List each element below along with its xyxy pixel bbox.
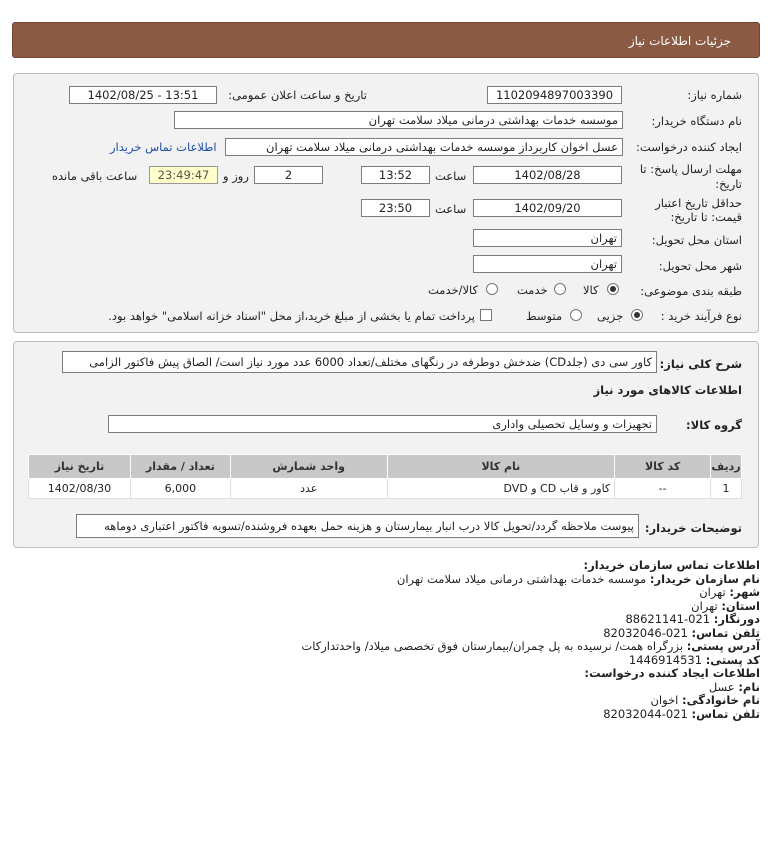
- creator-label: ایجاد کننده درخواست:: [636, 140, 742, 154]
- need-number-field[interactable]: 1102094897003390: [487, 86, 622, 104]
- cell-code: --: [615, 479, 711, 499]
- contact-province: تهران: [691, 598, 718, 613]
- contact-city-label: شهر:: [729, 585, 760, 599]
- org-name: موسسه خدمات بهداشتی درمانی میلاد سلامت تهران: [396, 571, 647, 586]
- treasury-checkbox[interactable]: [480, 309, 492, 321]
- col-code: کد کالا: [615, 455, 711, 479]
- validity-date-field[interactable]: 1402/09/20: [473, 199, 622, 217]
- category-option-service: خدمت: [517, 283, 548, 297]
- deadline-label: مهلت ارسال پاسخ: تا: [639, 162, 742, 176]
- org-name-label: نام سازمان خریدار:: [649, 571, 760, 586]
- validity-time-label: ساعت: [435, 202, 467, 216]
- postal-address: بزرگراه همت/ نرسیده به پل چمران/بیمارستان فوق تخصصی میلاد/ واحدتدارکات: [301, 639, 684, 653]
- creator-field[interactable]: عسل اخوان کاربرداز موسسه خدمات بهداشتی درمانی میلاد سلامت تهران: [225, 138, 623, 156]
- goods-table: [28, 454, 742, 499]
- announce-label: تاریخ و ساعت اعلان عمومی:: [228, 88, 367, 102]
- need-number-label: شماره نیاز:: [687, 88, 742, 102]
- city-field[interactable]: تهران: [473, 255, 622, 273]
- contact-province-label: استان:: [721, 598, 760, 613]
- cell-quantity: 6,000: [130, 479, 230, 499]
- treasury-text: پرداخت تمام یا بخشی از مبلغ خرید،از محل "اسناد خزانه اسلامی" خواهد بود.: [108, 309, 475, 323]
- buyer-field[interactable]: موسسه خدمات بهداشتی درمانی میلاد سلامت تهران: [174, 111, 623, 129]
- cell-unit: عدد: [230, 479, 387, 499]
- deadline-time-field[interactable]: 13:52: [361, 166, 430, 184]
- fax-label: دورنگار:: [713, 612, 760, 626]
- org-heading: اطلاعات تماس سازمان خریدار:: [583, 558, 760, 572]
- days-label: روز و: [223, 169, 249, 183]
- postal-code: 1446914531: [628, 652, 703, 667]
- process-option-medium: متوسط: [526, 309, 563, 323]
- days-remaining-field[interactable]: 2: [254, 166, 323, 184]
- goods-table-header: [29, 455, 742, 479]
- page-header: [12, 22, 760, 58]
- cell-row: 1: [711, 479, 742, 499]
- group-label: گروه کالا:: [686, 418, 742, 432]
- address-label: آدرس پستی:: [686, 639, 760, 653]
- process-option-minor: جزیی: [597, 309, 624, 323]
- buyer-contact-link[interactable]: اطلاعات تماس خریدار: [110, 140, 217, 154]
- process-radio-minor[interactable]: [631, 309, 643, 321]
- last-name: اخوان: [650, 693, 679, 707]
- col-name: نام کالا: [387, 455, 615, 479]
- validity-date-label: قیمت: تا تاریخ:: [670, 210, 742, 224]
- creator-heading: اطلاعات ایجاد کننده درخواست:: [584, 666, 760, 680]
- process-label: نوع فرآیند خرید :: [660, 309, 742, 323]
- announce-field[interactable]: 1402/08/25 - 13:51: [69, 86, 217, 104]
- city-label: شهر محل تحویل:: [658, 259, 742, 273]
- buyer-label: نام دستگاه خریدار:: [651, 114, 742, 128]
- cell-name: کاور و قاب CD و DVD: [387, 479, 615, 499]
- validity-label: حداقل تاریخ اعتبار: [655, 196, 742, 210]
- cell-need-date: 1402/08/30: [29, 479, 131, 499]
- col-need-date: تاریخ نیاز: [29, 455, 131, 479]
- category-radio-goods[interactable]: [607, 283, 619, 295]
- creator-phone: 021-82032044: [603, 706, 688, 721]
- remaining-label: ساعت باقی مانده: [52, 169, 138, 183]
- category-option-goods: کالا: [583, 283, 599, 297]
- province-label: استان محل تحویل:: [651, 233, 742, 247]
- table-row: [29, 479, 742, 499]
- countdown-timer: 23:49:47: [149, 166, 218, 184]
- col-row: ردیف: [711, 455, 742, 479]
- fax-number: 021-88621141: [625, 612, 711, 626]
- category-option-both: کالا/خدمت: [428, 283, 479, 297]
- postal-code-label: کد پستی:: [705, 652, 760, 667]
- col-quantity: تعداد / مقدار: [130, 455, 230, 479]
- first-name-label: نام:: [738, 679, 760, 694]
- creator-phone-label: تلفن تماس:: [691, 706, 760, 721]
- notes-field[interactable]: پیوست ملاحظه گردد/تحویل کالا درب انبار بیمارستان و هزینه حمل بعهده فروشنده/تسویه فاکتور اعتباری دوماهه: [76, 514, 639, 538]
- summary-label: شرح کلی نیاز:: [659, 357, 742, 371]
- phone-number: 021-82032046: [603, 625, 688, 640]
- deadline-time-label: ساعت: [435, 169, 467, 183]
- page-title: جزئیات اطلاعات نیاز: [628, 34, 731, 48]
- first-name: عسل: [708, 679, 735, 694]
- category-radio-service[interactable]: [554, 283, 566, 295]
- group-field[interactable]: تجهیزات و وسایل تحصیلی واداری: [108, 415, 657, 433]
- category-label: طبقه بندی موضوعی:: [640, 284, 742, 298]
- summary-field[interactable]: کاور سی دی (جلدCD) ضدخش دوطرفه در رنگهای مختلف/تعداد 6000 عدد مورد نیاز است/ الصاق پیش فاکتور الزامی: [62, 351, 657, 373]
- contact-city: تهران: [699, 585, 726, 599]
- deadline-date-label: تاریخ:: [715, 177, 742, 191]
- phone-label: تلفن تماس:: [691, 625, 760, 640]
- goods-heading: اطلاعات کالاهای مورد نیاز: [593, 383, 742, 397]
- col-unit: واحد شمارش: [230, 455, 387, 479]
- province-field[interactable]: تهران: [473, 229, 622, 247]
- validity-time-field[interactable]: 23:50: [361, 199, 430, 217]
- category-radio-both[interactable]: [486, 283, 498, 295]
- notes-label: توضیحات خریدار:: [644, 521, 742, 535]
- deadline-date-field[interactable]: 1402/08/28: [473, 166, 622, 184]
- last-name-label: نام خانوادگی:: [682, 693, 760, 707]
- contact-section: [20, 559, 760, 721]
- process-radio-medium[interactable]: [570, 309, 582, 321]
